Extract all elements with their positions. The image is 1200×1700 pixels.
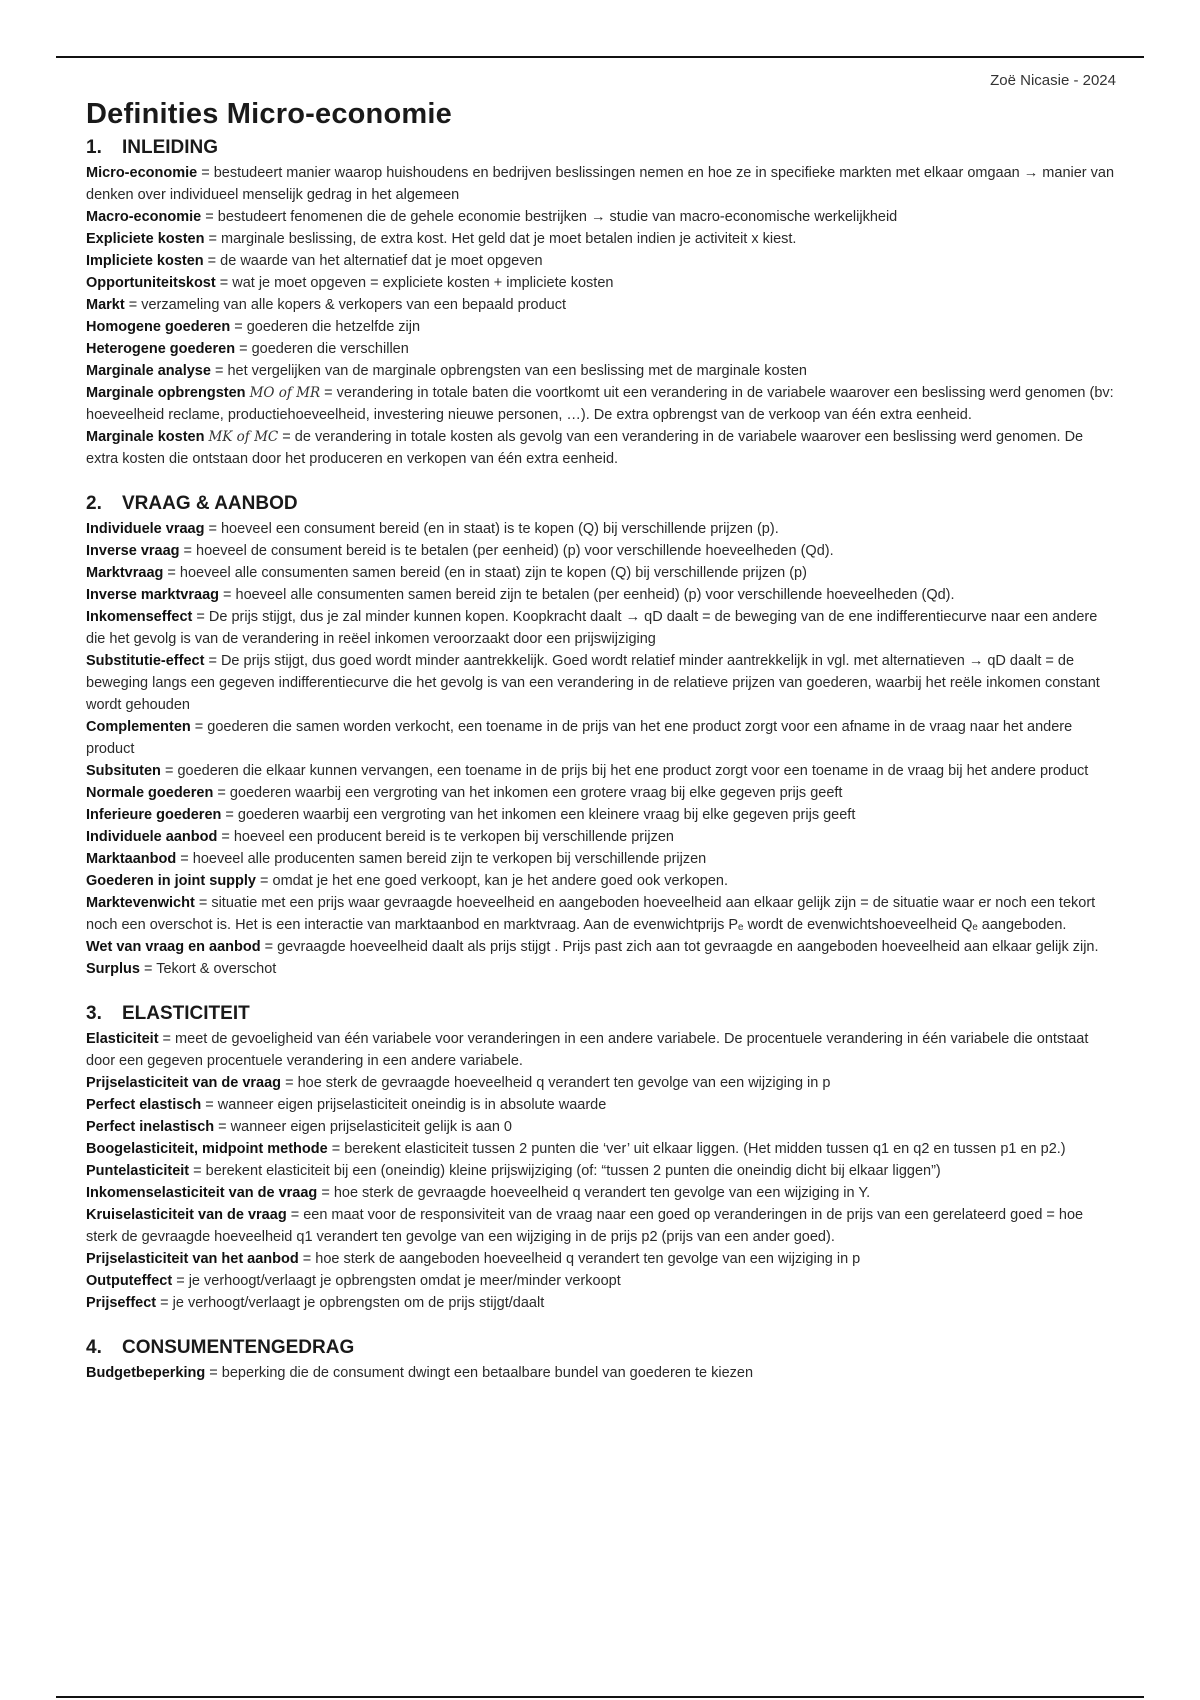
definition-entry <box>86 892 1116 936</box>
definition-term: Impliciete kosten <box>86 253 204 269</box>
definition-term: Individuele vraag <box>86 521 205 537</box>
section-heading <box>86 136 1116 160</box>
definition-text: = hoeveel een consument bereid (en in staat) is te kopen (Q) bij verschillende prijzen (p). <box>204 521 779 537</box>
section-heading <box>86 1002 1116 1026</box>
definition-text: = verzameling van alle kopers & verkopers van een bepaald product <box>124 297 566 313</box>
definition-text: = marginale beslissing, de extra kost. Het geld dat je moet betalen indien je activiteit x kiest. <box>204 231 797 247</box>
definition-term: Subsituten <box>86 763 161 779</box>
definition-term: Markt <box>86 297 125 313</box>
definition-text: = goederen die elkaar kunnen vervangen, een toename in de prijs bij het ene product zorgt voor een toename in de vraag bij het andere product <box>160 763 1089 779</box>
definition-term: Elasticiteit <box>86 1031 159 1047</box>
section-number: 1. <box>86 137 102 158</box>
definition-term: Prijseffect <box>86 1295 157 1311</box>
definition-entry <box>86 848 1116 870</box>
definition-text: = wanneer eigen prijselasticiteit oneindig is in absolute waarde <box>201 1097 607 1113</box>
definition-term: Goederen in joint supply <box>86 873 256 889</box>
definition-term: Kruiselasticiteit van de vraag <box>86 1207 287 1223</box>
definition-entry <box>86 1248 1116 1270</box>
definition-text: = omdat je het ene goed verkoopt, kan je het andere goed ook verkopen. <box>256 873 728 889</box>
definition-text: = berekent elasticiteit bij een (oneindig) kleine prijswijziging (of: “tussen 2 punten die oneindig dicht bij elkaar liggen”) <box>189 1163 941 1179</box>
definition-entry <box>86 1292 1116 1314</box>
definition-text: = een maat voor de responsiviteit van de vraag naar een goed op veranderingen in de prijs van een gerelateerd goed = hoe sterk de gevraagde hoeveelheid q1 verandert ten gevolge van een wijziging in de prijs p2 (prijs van een ander goed). <box>86 1207 1084 1245</box>
definition-term: Substitutie-effect <box>86 653 205 669</box>
bottom-rule <box>56 1696 1144 1698</box>
definition-text: = bestudeert fenomenen die de gehele economie bestrijken → studie van macro-economische werkelijkheid <box>201 209 898 225</box>
section-title: INLEIDING <box>122 137 219 158</box>
definition-term: Homogene goederen <box>86 319 231 335</box>
definition-term: Inkomenseffect <box>86 609 193 625</box>
section-title: ELASTICITEIT <box>122 1003 250 1024</box>
definition-entry <box>86 294 1116 316</box>
section-title: VRAAG & AANBOD <box>122 493 298 514</box>
definition-entry <box>86 1270 1116 1292</box>
definition-text: = meet de gevoeligheid van één variabele voor veranderingen in een andere variabele. De procentuele verandering in één variabele die ontstaat door een gegeven procentuele verandering in een andere variabele. <box>86 1031 1089 1069</box>
definition-term: Normale goederen <box>86 785 214 801</box>
definition-entry <box>86 936 1116 958</box>
section <box>86 136 1116 470</box>
definition-term: Marginale opbrengsten <box>86 385 246 401</box>
section-number: 3. <box>86 1003 102 1024</box>
definition-entry <box>86 958 1116 980</box>
definition-text: = de waarde van het alternatief dat je moet opgeven <box>203 253 543 269</box>
definition-text: = je verhoogt/verlaagt je opbrengsten omdat je meer/minder verkoopt <box>172 1273 621 1289</box>
definition-text: = hoe sterk de gevraagde hoeveelheid q verandert ten gevolge van een wijziging in p <box>281 1075 831 1091</box>
definition-text: = hoeveel de consument bereid is te betalen (per eenheid) (p) voor verschillende hoeveelheden (Qd). <box>179 543 834 559</box>
definition-text: = hoeveel een producent bereid is te verkopen bij verschillende prijzen <box>217 829 674 845</box>
definition-entry <box>86 272 1116 294</box>
section-heading <box>86 1336 1116 1360</box>
definition-entry <box>86 1204 1116 1248</box>
definition-entry <box>86 760 1116 782</box>
definition-term: Marginale kosten <box>86 429 205 445</box>
definition-text: = hoeveel alle consumenten samen bereid (en in staat) zijn te kopen (Q) bij verschillende prijzen (p) <box>163 565 807 581</box>
definition-text: = wanneer eigen prijselasticiteit gelijk is aan 0 <box>214 1119 512 1135</box>
definition-entry <box>86 1160 1116 1182</box>
definition-term: Wet van vraag en aanbod <box>86 939 261 955</box>
definition-term: Prijselasticiteit van het aanbod <box>86 1251 299 1267</box>
definition-term: Opportuniteitskost <box>86 275 216 291</box>
definition-entry <box>86 1182 1116 1204</box>
definition-term: Marktaanbod <box>86 851 177 867</box>
definition-text: = situatie met een prijs waar gevraagde hoeveelheid en aangeboden hoeveelheid aan elkaar gelijk zijn = de situatie waar er noch een tekort noch een overschot is. Het is een interactie van marktaanbod en marktvraag. Aan de evenwichtprijs Pₑ wordt de evenwichtshoeveelheid Qₑ aangeboden. <box>86 895 1096 933</box>
definition-entry <box>86 382 1116 426</box>
definition-text: = hoeveel alle producenten samen bereid zijn te verkopen bij verschillende prijzen <box>176 851 707 867</box>
definition-term: Boogelasticiteit, midpoint methode <box>86 1141 328 1157</box>
definition-text: = hoe sterk de gevraagde hoeveelheid q verandert ten gevolge van een wijziging in Y. <box>317 1185 871 1201</box>
sections-container <box>86 136 1116 1384</box>
definition-entry <box>86 650 1116 716</box>
definition-text: = je verhoogt/verlaagt je opbrengsten om de prijs stijgt/daalt <box>156 1295 545 1311</box>
definition-text: = hoe sterk de aangeboden hoeveelheid q verandert ten gevolge van een wijziging in p <box>298 1251 861 1267</box>
definition-entry <box>86 250 1116 272</box>
definition-term: Individuele aanbod <box>86 829 218 845</box>
definition-entry <box>86 426 1116 470</box>
definition-text: = Tekort & overschot <box>139 961 277 977</box>
definition-entry <box>86 584 1116 606</box>
definition-term: Marginale analyse <box>86 363 211 379</box>
definition-entry <box>86 1094 1116 1116</box>
definition-entry <box>86 1138 1116 1160</box>
definition-text: = goederen waarbij een vergroting van het inkomen een kleinere vraag bij elke gegeven prijs geeft <box>221 807 856 823</box>
definition-term: Complementen <box>86 719 191 735</box>
definition-text: = hoeveel alle consumenten samen bereid zijn te betalen (per eenheid) (p) voor verschillende hoeveelheden (Qd). <box>219 587 955 603</box>
definition-text: = gevraagde hoeveelheid daalt als prijs stijgt . Prijs past zich aan tot gevraagde en aangeboden hoeveelheid aan elkaar gelijk zijn. <box>260 939 1099 955</box>
definition-term: Inkomenselasticiteit van de vraag <box>86 1185 318 1201</box>
definition-text: = wat je moet opgeven = expliciete kosten + impliciete kosten <box>215 275 614 291</box>
definition-entry <box>86 228 1116 250</box>
definition-entry <box>86 782 1116 804</box>
definition-entry <box>86 606 1116 650</box>
definition-term: Puntelasticiteit <box>86 1163 190 1179</box>
definition-text: = goederen die samen worden verkocht, een toename in de prijs van het ene product zorgt voor een afname in de vraag naar het andere product <box>86 719 1073 757</box>
definition-text: = goederen die hetzelfde zijn <box>230 319 421 335</box>
section-number: 4. <box>86 1337 102 1358</box>
definition-entry <box>86 1028 1116 1072</box>
definition-entry <box>86 540 1116 562</box>
definition-entry <box>86 316 1116 338</box>
section-heading <box>86 492 1116 516</box>
definition-term: Marktvraag <box>86 565 164 581</box>
section-title: CONSUMENTENGEDRAG <box>122 1337 355 1358</box>
definition-text: = de verandering in totale kosten als gevolg van een verandering in de variabele waarover een beslissing werd genomen. De extra kosten die ontstaan door het produceren en verkopen van één extra eenheid. <box>86 429 1084 467</box>
definition-term: Perfect inelastisch <box>86 1119 215 1135</box>
section <box>86 492 1116 980</box>
document-title: Definities Micro-economie <box>86 98 452 130</box>
definition-text: = beperking die de consument dwingt een betaalbare bundel van goederen te kiezen <box>205 1365 754 1381</box>
top-rule <box>56 56 1144 58</box>
definition-text: = goederen die verschillen <box>235 341 409 357</box>
document-body <box>86 96 1116 1384</box>
definition-term: Micro-economie <box>86 165 198 181</box>
definition-term: Outputeffect <box>86 1273 173 1289</box>
definition-term: Inverse marktvraag <box>86 587 219 603</box>
definition-text: = het vergelijken van de marginale opbrengsten van een beslissing met de marginale kosten <box>210 363 807 379</box>
definition-entry <box>86 162 1116 206</box>
definition-symbol: MO of MR <box>249 385 321 401</box>
definition-term: Prijselasticiteit van de vraag <box>86 1075 282 1091</box>
definition-term: Heterogene goederen <box>86 341 236 357</box>
definition-entry <box>86 562 1116 584</box>
definition-entry <box>86 870 1116 892</box>
definition-entry <box>86 338 1116 360</box>
section-number: 2. <box>86 493 102 514</box>
definition-text: = bestudeert manier waarop huishoudens en bedrijven beslissingen nemen en hoe ze in specifieke markten met elkaar omgaan → manier van denken over individueel menselijk gedrag in het algemeen <box>86 165 1115 203</box>
definition-text: = verandering in totale baten die voortkomt uit een verandering in de variabele waarover een beslissing werd genomen (bv: hoeveelheid reclame, productiehoeveelheid, investering nieuwe personen, …). De extra opbrengst van de verkoop van één extra eenheid. <box>86 385 1114 423</box>
definition-entry <box>86 1116 1116 1138</box>
definition-text: = De prijs stijgt, dus goed wordt minder aantrekkelijk. Goed wordt relatief minder aantrekkelijk in vgl. met alternatieven → qD daalt = de beweging langs een gegeven indifferentiecurve die het gevolg is van een verandering in de relatieve prijzen van goederen, waarbij het reële inkomen constant wordt gehouden <box>86 653 1100 713</box>
definition-term: Inverse vraag <box>86 543 180 559</box>
author-line: Zoë Nicasie - 2024 <box>990 72 1116 89</box>
definition-entry <box>86 804 1116 826</box>
definition-term: Macro-economie <box>86 209 202 225</box>
definition-term: Surplus <box>86 961 140 977</box>
definition-term: Budgetbeperking <box>86 1365 206 1381</box>
section <box>86 1002 1116 1314</box>
definition-term: Expliciete kosten <box>86 231 205 247</box>
definition-entry <box>86 1362 1116 1384</box>
definition-entry <box>86 518 1116 540</box>
definition-text: = goederen waarbij een vergroting van het inkomen een grotere vraag bij elke gegeven prijs geeft <box>213 785 843 801</box>
definition-term: Perfect elastisch <box>86 1097 202 1113</box>
definition-entry <box>86 1072 1116 1094</box>
definition-text: = De prijs stijgt, dus je zal minder kunnen kopen. Koopkracht daalt → qD daalt = de beweging van de ene indifferentiecurve naar een andere die het gevolg is van de verandering in reëel inkomen veroorzaakt door een prijswijziging <box>86 609 1098 647</box>
definition-term: Inferieure goederen <box>86 807 222 823</box>
definition-text: = berekent elasticiteit tussen 2 punten die ‘ver’ uit elkaar liggen. (Het midden tussen q1 en q2 en tussen p1 en p2.) <box>327 1141 1066 1157</box>
definition-entry <box>86 826 1116 848</box>
definition-entry <box>86 716 1116 760</box>
definition-term: Marktevenwicht <box>86 895 195 911</box>
section <box>86 1336 1116 1384</box>
definition-symbol: MK of MC <box>208 429 279 445</box>
definition-entry <box>86 360 1116 382</box>
definition-entry <box>86 206 1116 228</box>
